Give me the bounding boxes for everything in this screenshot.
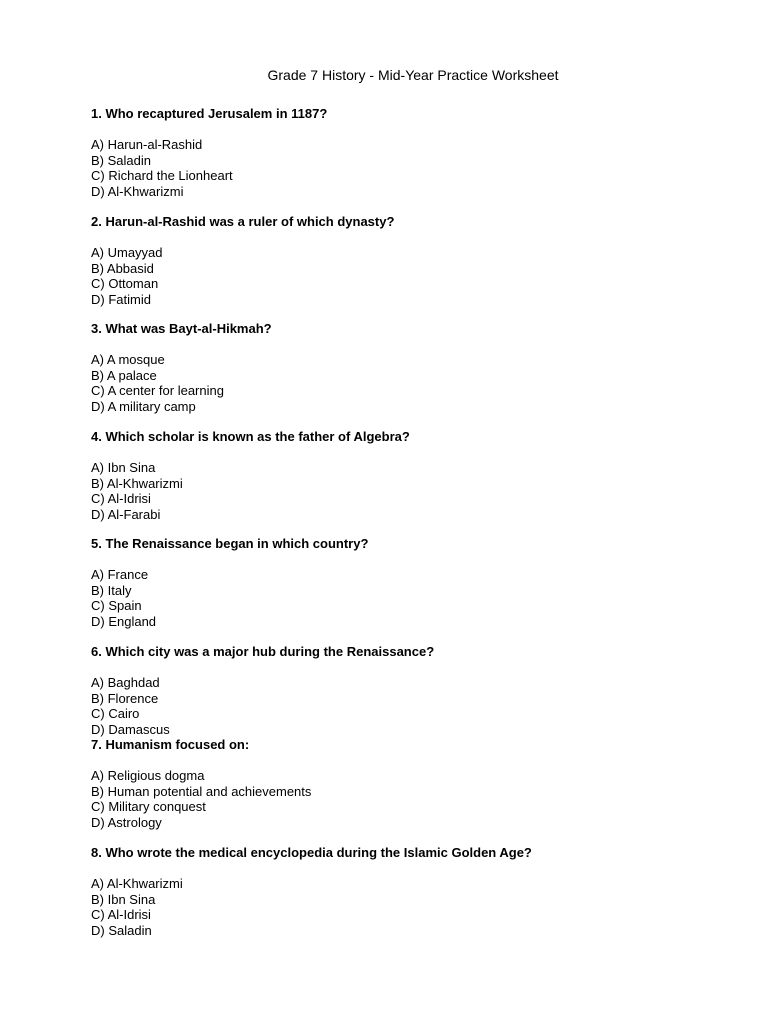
answer-option-d: D) Damascus — [91, 721, 170, 737]
answer-options — [91, 137, 751, 199]
answer-option-c: C) Ottoman — [91, 276, 159, 291]
answer-option-d: D) Astrology — [91, 814, 162, 830]
question-text: 1. Who recaptured Jerusalem in 1187? — [91, 106, 328, 121]
question-text: 5. The Renaissance began in which country? — [91, 536, 369, 551]
answer-option-a: A) Ibn Sina — [91, 460, 156, 475]
question-text: 4. Which scholar is known as the father of Algebra? — [91, 429, 410, 444]
answer-option-a: A) Religious dogma — [91, 768, 205, 783]
answer-option-c: C) Al-Idrisi — [91, 907, 151, 922]
answer-option-a: A) Harun-al-Rashid — [91, 137, 203, 152]
answer-option-c: C) Al-Idrisi — [91, 491, 151, 506]
question-text: 6. Which city was a major hub during the Renaissance? — [91, 644, 435, 659]
answer-options — [91, 460, 751, 522]
answer-option-c: C) Cairo — [91, 706, 140, 721]
question-8 — [91, 845, 751, 938]
answer-option-b: B) Human potential and achievements — [91, 783, 312, 799]
answer-option-b: B) Italy — [91, 582, 132, 598]
answer-option-b: B) Al-Khwarizmi — [91, 475, 183, 491]
question-text: 7. Humanism focused on: — [91, 737, 250, 752]
answer-options — [91, 352, 751, 414]
answer-options — [91, 675, 751, 737]
question-3 — [91, 321, 751, 414]
answer-option-d: D) Fatimid — [91, 291, 151, 307]
answer-option-c: C) A center for learning — [91, 383, 224, 398]
answer-option-c: C) Spain — [91, 598, 142, 613]
answer-option-a: A) Baghdad — [91, 675, 160, 690]
page-title: Grade 7 History - Mid-Year Practice Worksheet — [267, 67, 559, 83]
answer-option-a: A) France — [91, 567, 149, 582]
question-6 — [91, 644, 751, 737]
question-1 — [91, 106, 751, 199]
answer-option-d: D) A military camp — [91, 398, 196, 414]
answer-option-b: B) Florence — [91, 690, 159, 706]
answer-option-d: D) Al-Farabi — [91, 506, 161, 522]
question-4 — [91, 429, 751, 522]
answer-option-b: B) Saladin — [91, 152, 151, 168]
answer-options — [91, 768, 751, 830]
question-5 — [91, 536, 751, 629]
answer-option-c: C) Military conquest — [91, 799, 206, 814]
answer-option-a: A) A mosque — [91, 352, 165, 367]
answer-option-c: C) Richard the Lionheart — [91, 168, 233, 183]
answer-option-a: A) Al-Khwarizmi — [91, 876, 183, 891]
question-7 — [91, 737, 751, 830]
answer-option-a: A) Umayyad — [91, 245, 163, 260]
answer-option-b: B) Abbasid — [91, 260, 154, 276]
answer-option-d: D) Saladin — [91, 922, 152, 938]
question-text: 2. Harun-al-Rashid was a ruler of which dynasty? — [91, 214, 395, 229]
answer-options — [91, 876, 751, 938]
question-text: 3. What was Bayt-al-Hikmah? — [91, 321, 272, 336]
answer-options — [91, 245, 751, 307]
question-2 — [91, 214, 751, 307]
question-text: 8. Who wrote the medical encyclopedia during the Islamic Golden Age? — [91, 845, 532, 860]
answer-option-b: B) A palace — [91, 367, 157, 383]
answer-option-d: D) Al-Khwarizmi — [91, 183, 184, 199]
answer-option-d: D) England — [91, 613, 157, 629]
answer-option-b: B) Ibn Sina — [91, 891, 156, 907]
answer-options — [91, 567, 751, 629]
